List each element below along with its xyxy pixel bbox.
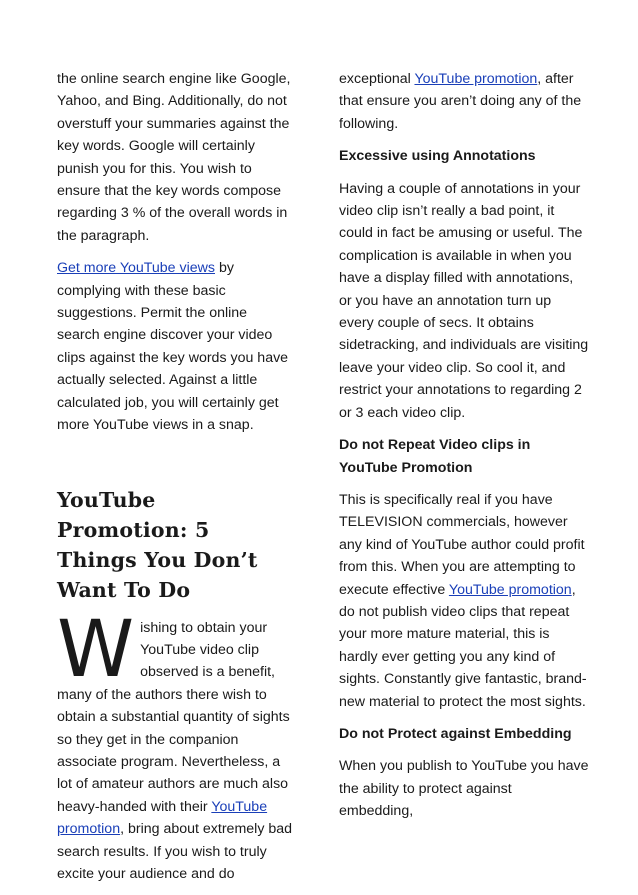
- youtube-promotion-link[interactable]: YouTube promotion: [448, 581, 572, 598]
- paragraph: Wishing to obtain your YouTube video clip observed is a benefit, many of the authors there wish to obtain a substantial quantity of sights so they get in the companion associate program. Nevertheless, a lot of amateur authors are much also heavy-handed with their YouTube promotion, bring about extremely bad search results. If you wish to truly excite your audience and do: [57, 604, 293, 882]
- right-column: [339, 68, 589, 833]
- youtube-promotion-link[interactable]: YouTube promotion: [57, 798, 268, 838]
- subheading: Do not Protect against Embedding: [339, 725, 572, 742]
- paragraph: exceptional YouTube promotion, after that ensure you aren’t doing any of the following.: [339, 71, 582, 132]
- paragraph: the online search engine like Google, Yahoo, and Bing. Additionally, do not overstuff your summaries against the key words. Google will certainly punish you for this. You wish to ensure that the key words compose regarding 3 % of the overall words in the paragraph.: [57, 71, 291, 244]
- get-more-views-link[interactable]: Get more YouTube views: [57, 260, 215, 277]
- youtube-promotion-link[interactable]: YouTube promotion: [414, 71, 538, 87]
- paragraph: When you publish to YouTube you have the ability to protect against embedding,: [339, 758, 589, 820]
- paragraph: Get more YouTube views by complying with these basic suggestions. Permit the online search engine discover your video clips against the key words you have actually selected. Against a little calculated job, you will certainly get more YouTube views in a snap.: [57, 260, 289, 434]
- subheading: Do not Repeat Video clips in YouTube Promotion: [339, 437, 531, 476]
- drop-cap: W: [57, 604, 135, 695]
- paragraph: This is specifically real if you have TELEVISION commercials, however any kind of YouTube author could profit from this. When you are attempting to execute effective YouTube promotion, do not publish video clips that repeat your more mature material, this is hardly ever getting you any kind of sights. Constantly give fantastic, brand-new material to protect the most sights.: [339, 491, 587, 710]
- left-column: [57, 68, 293, 895]
- section-heading: YouTube Promotion: 5 Things You Don’t Want To Do: [57, 487, 258, 602]
- subheading: Excessive using Annotations: [339, 148, 536, 165]
- paragraph: Having a couple of annotations in your video clip isn’t really a bad point, it could in fact be amusing or useful. The complication is available in when you have a display filled with annotations, or you have an annotation turn up every couple of secs. It obtains sidetracking, and individuals are visiting leave your video clip. So cool it, and restrict your annotations to regarding 2 or 3 each video clip.: [339, 180, 589, 421]
